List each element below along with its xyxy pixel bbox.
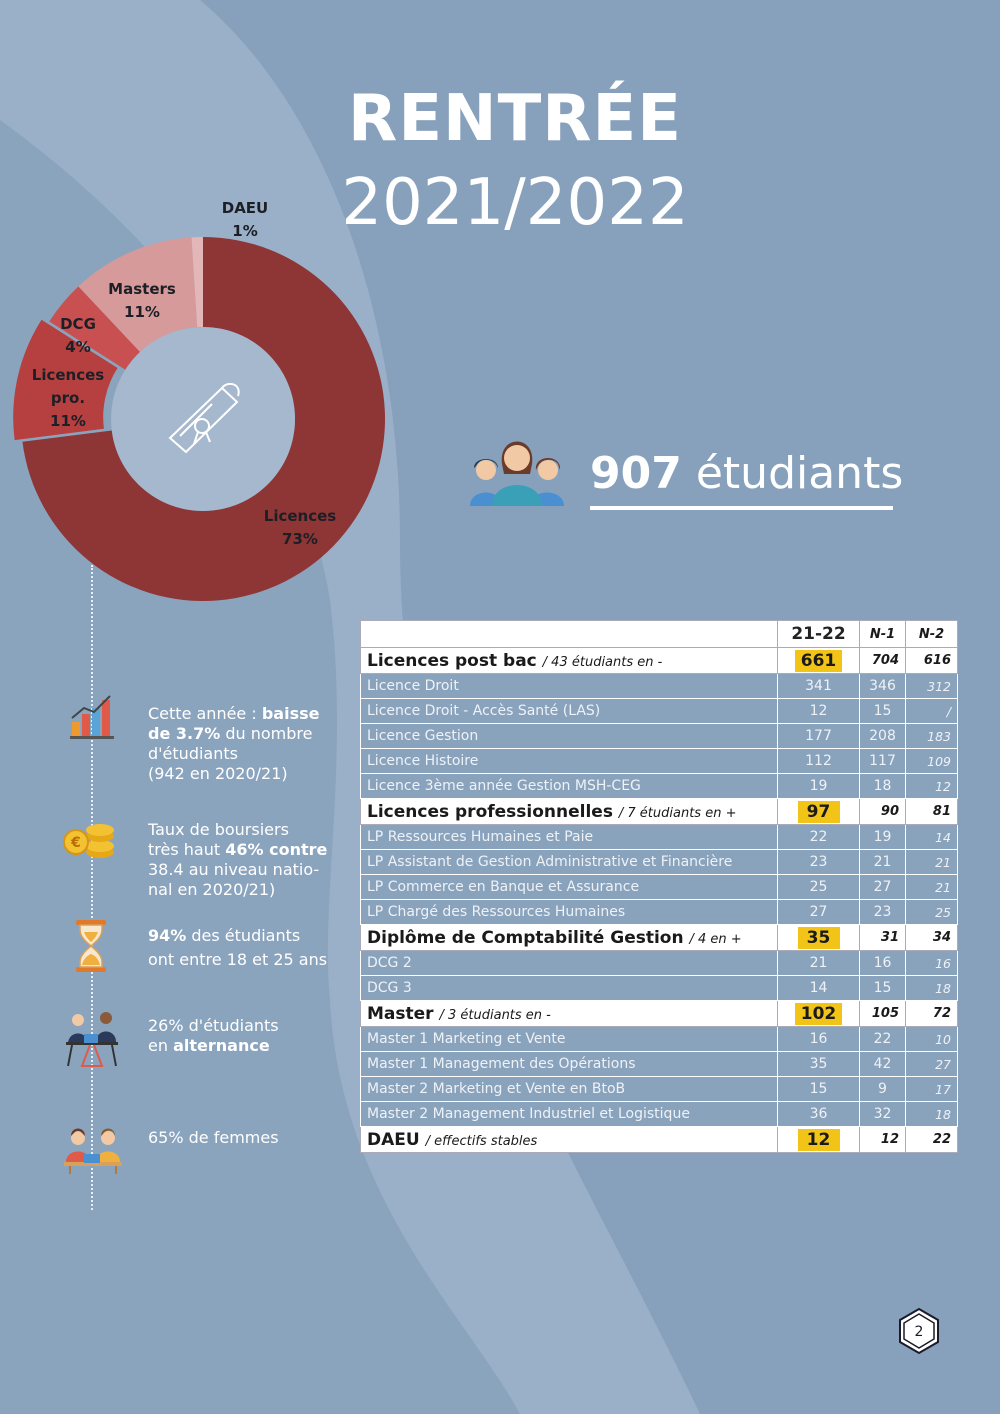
table-row xyxy=(361,699,958,724)
group-name xyxy=(361,1001,778,1027)
group-title: Diplôme de Comptabilité Gestion xyxy=(367,927,684,948)
group-n2: 72 xyxy=(906,1001,958,1027)
stat-age xyxy=(148,924,327,972)
stat-women xyxy=(148,1128,279,1148)
group-n2: 81 xyxy=(906,799,958,825)
group-note: / 4 en + xyxy=(689,931,742,947)
group-note: / 3 étudiants en - xyxy=(439,1007,551,1023)
table-header-n1: N-1 xyxy=(860,621,906,648)
group-current-value: 102 xyxy=(795,1003,843,1025)
row-n2: 21 xyxy=(906,875,958,900)
group-note: / 7 étudiants en + xyxy=(618,805,737,821)
stat-decline-text-4: (942 en 2020/21) xyxy=(148,764,288,783)
stat-scholarship xyxy=(148,820,327,900)
row-n1: 32 xyxy=(860,1102,906,1127)
group-n1: 90 xyxy=(860,799,906,825)
row-n2: 27 xyxy=(906,1052,958,1077)
row-n2: 16 xyxy=(906,951,958,976)
table-row xyxy=(361,825,958,850)
table-row xyxy=(361,1052,958,1077)
row-current: 22 xyxy=(778,825,860,850)
group-title: Master xyxy=(367,1003,434,1024)
row-n1: 9 xyxy=(860,1077,906,1102)
table-group-row xyxy=(361,648,958,674)
row-label: Master 2 Management Industriel et Logistique xyxy=(361,1102,778,1127)
row-label: Licence Droit - Accès Santé (LAS) xyxy=(361,699,778,724)
total-underline xyxy=(590,506,893,510)
row-label: LP Ressources Humaines et Paie xyxy=(361,825,778,850)
label-licences-pct: 73% xyxy=(282,530,318,548)
label-daeu-name: DAEU xyxy=(221,199,269,217)
row-n2: 21 xyxy=(906,850,958,875)
group-title: Licences post bac xyxy=(367,650,537,671)
women-desk-icon xyxy=(64,1124,122,1174)
row-label: DCG 3 xyxy=(361,976,778,1001)
row-current: 341 xyxy=(778,674,860,699)
table-row xyxy=(361,674,958,699)
enrollment-table xyxy=(360,620,958,1153)
label-licences-pro xyxy=(28,364,108,433)
table-group-row xyxy=(361,799,958,825)
row-label: Licence Gestion xyxy=(361,724,778,749)
row-current: 19 xyxy=(778,774,860,799)
row-n2: / xyxy=(906,699,958,724)
stat-scholarship-text-2: très haut xyxy=(148,840,226,859)
group-name xyxy=(361,1127,778,1153)
group-note: / effectifs stables xyxy=(425,1133,538,1149)
group-n1: 704 xyxy=(860,648,906,674)
page-number: 2 xyxy=(914,1324,924,1340)
group-name xyxy=(361,799,778,825)
stat-decline-bold-2: de 3.7% xyxy=(148,724,221,743)
row-current: 36 xyxy=(778,1102,860,1127)
students-group-icon xyxy=(468,430,564,506)
label-licences-name: Licences xyxy=(263,507,337,525)
row-current: 21 xyxy=(778,951,860,976)
group-current-value: 35 xyxy=(798,927,840,949)
row-n1: 15 xyxy=(860,976,906,1001)
stat-age-text-2: ont entre 18 et 25 ans xyxy=(148,950,328,969)
label-masters-pct: 11% xyxy=(124,303,160,321)
row-n1: 346 xyxy=(860,674,906,699)
table-row xyxy=(361,900,958,925)
row-label: LP Chargé des Ressources Humaines xyxy=(361,900,778,925)
table-header-n2: N-2 xyxy=(906,621,958,648)
table-row xyxy=(361,850,958,875)
total-students xyxy=(590,448,903,499)
stat-alternance xyxy=(148,1016,279,1056)
group-n1: 31 xyxy=(860,925,906,951)
group-name xyxy=(361,925,778,951)
stat-alternance-bold: alternance xyxy=(173,1036,270,1055)
group-note: / 43 étudiants en - xyxy=(542,654,663,670)
group-n2: 34 xyxy=(906,925,958,951)
group-n2: 616 xyxy=(906,648,958,674)
coins-icon xyxy=(62,822,118,862)
row-n1: 208 xyxy=(860,724,906,749)
label-masters-name: Masters xyxy=(108,280,176,298)
row-current: 112 xyxy=(778,749,860,774)
group-title: DAEU xyxy=(367,1129,420,1150)
stat-decline xyxy=(148,704,319,784)
row-label: Master 2 Marketing et Vente en BtoB xyxy=(361,1077,778,1102)
row-n2: 183 xyxy=(906,724,958,749)
row-label: LP Assistant de Gestion Administrative et Financière xyxy=(361,850,778,875)
stat-decline-text-3: d'étudiants xyxy=(148,744,238,763)
group-current-value: 12 xyxy=(798,1129,840,1151)
stat-decline-bold-1: baisse xyxy=(261,704,320,723)
table-group-row xyxy=(361,1001,958,1027)
row-label: LP Commerce en Banque et Assurance xyxy=(361,875,778,900)
page-title: RENTRÉE xyxy=(348,82,682,156)
row-n2: 18 xyxy=(906,1102,958,1127)
work-meeting-icon xyxy=(62,1008,122,1068)
stat-alternance-text-1: 26% d'étudiants xyxy=(148,1016,279,1035)
row-current: 23 xyxy=(778,850,860,875)
bar-chart-icon xyxy=(68,694,116,740)
group-name xyxy=(361,648,778,674)
row-n2: 12 xyxy=(906,774,958,799)
row-n1: 42 xyxy=(860,1052,906,1077)
label-daeu-pct: 1% xyxy=(232,222,258,240)
stat-scholarship-text-3: 38.4 au niveau natio- xyxy=(148,860,320,879)
group-title: Licences professionnelles xyxy=(367,801,613,822)
label-dcg-name: DCG xyxy=(60,315,96,333)
stat-scholarship-text-1: Taux de boursiers xyxy=(148,820,289,839)
table-row xyxy=(361,749,958,774)
page-number-badge xyxy=(897,1307,941,1355)
row-n2: 14 xyxy=(906,825,958,850)
group-current-value: 661 xyxy=(795,650,843,672)
table-row xyxy=(361,774,958,799)
row-n2: 109 xyxy=(906,749,958,774)
label-masters xyxy=(102,278,182,324)
row-n1: 19 xyxy=(860,825,906,850)
row-label: Master 1 Marketing et Vente xyxy=(361,1027,778,1052)
total-label: étudiants xyxy=(695,448,904,499)
row-current: 14 xyxy=(778,976,860,1001)
row-current: 16 xyxy=(778,1027,860,1052)
label-lpro-name-2: pro. xyxy=(50,389,86,407)
label-dcg xyxy=(50,313,106,359)
dotted-timeline xyxy=(91,565,93,1210)
table-group-row xyxy=(361,1127,958,1153)
row-label: Licence 3ème année Gestion MSH-CEG xyxy=(361,774,778,799)
table-row xyxy=(361,976,958,1001)
group-n1: 105 xyxy=(860,1001,906,1027)
row-label: Licence Droit xyxy=(361,674,778,699)
table-row xyxy=(361,1027,958,1052)
hourglass-icon xyxy=(76,920,106,972)
table-header-row xyxy=(361,621,958,648)
stat-age-bold: 94% xyxy=(148,926,187,945)
group-current xyxy=(778,1001,860,1027)
label-lpro-pct: 11% xyxy=(50,412,86,430)
row-n1: 22 xyxy=(860,1027,906,1052)
group-n2: 22 xyxy=(906,1127,958,1153)
row-label: Licence Histoire xyxy=(361,749,778,774)
row-n2: 18 xyxy=(906,976,958,1001)
row-label: DCG 2 xyxy=(361,951,778,976)
table-header-empty xyxy=(361,621,778,648)
row-n1: 23 xyxy=(860,900,906,925)
row-current: 12 xyxy=(778,699,860,724)
group-current xyxy=(778,799,860,825)
row-n2: 17 xyxy=(906,1077,958,1102)
row-current: 177 xyxy=(778,724,860,749)
label-dcg-pct: 4% xyxy=(65,338,91,356)
stat-decline-text-2: du nombre xyxy=(220,724,313,743)
table-group-row xyxy=(361,925,958,951)
stat-scholarship-text-4: nal en 2020/21) xyxy=(148,880,276,899)
total-number: 907 xyxy=(590,448,682,499)
page-subtitle-year: 2021/2022 xyxy=(341,166,689,240)
table-row xyxy=(361,724,958,749)
row-n1: 27 xyxy=(860,875,906,900)
row-n2: 10 xyxy=(906,1027,958,1052)
table-row xyxy=(361,1102,958,1127)
stat-scholarship-bold: 46% contre xyxy=(225,840,328,859)
row-current: 35 xyxy=(778,1052,860,1077)
group-current xyxy=(778,1127,860,1153)
row-n1: 21 xyxy=(860,850,906,875)
label-lpro-name-1: Licences xyxy=(31,366,105,384)
row-n1: 18 xyxy=(860,774,906,799)
row-n1: 15 xyxy=(860,699,906,724)
group-current xyxy=(778,648,860,674)
stat-women-text: 65% de femmes xyxy=(148,1128,279,1147)
row-current: 27 xyxy=(778,900,860,925)
row-n2: 312 xyxy=(906,674,958,699)
label-daeu xyxy=(210,197,280,243)
table-row xyxy=(361,875,958,900)
row-n2: 25 xyxy=(906,900,958,925)
row-n1: 117 xyxy=(860,749,906,774)
stat-alternance-text-2: en xyxy=(148,1036,174,1055)
row-n1: 16 xyxy=(860,951,906,976)
group-current xyxy=(778,925,860,951)
table-row xyxy=(361,951,958,976)
stat-age-text-1: des étudiants xyxy=(186,926,301,945)
row-current: 15 xyxy=(778,1077,860,1102)
label-licences xyxy=(258,505,342,551)
stat-decline-text-1: Cette année : xyxy=(148,704,262,723)
table-row xyxy=(361,1077,958,1102)
group-current-value: 97 xyxy=(798,801,840,823)
group-n1: 12 xyxy=(860,1127,906,1153)
svg-text:€: € xyxy=(71,835,81,851)
row-label: Master 1 Management des Opérations xyxy=(361,1052,778,1077)
row-current: 25 xyxy=(778,875,860,900)
table-header-current: 21-22 xyxy=(778,621,860,648)
